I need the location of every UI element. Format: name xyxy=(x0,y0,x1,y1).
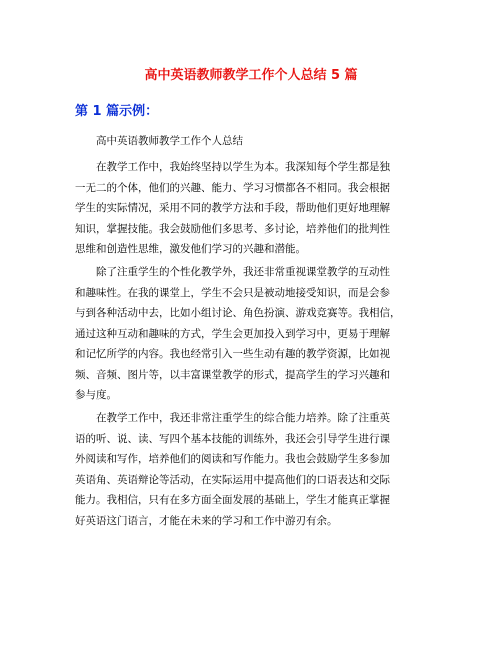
paragraph-line: 好英语这门语言，才能在未来的学习和工作中游刃有余。 xyxy=(75,514,338,527)
paragraph-line: 学生的实际情况，采用不同的教学方法和手段，帮助他们更好地理解 xyxy=(75,202,390,214)
paragraph-3 xyxy=(75,408,435,531)
paragraph-line: 思维和创造性思维，激发他们学习的兴趣和潜能。 xyxy=(75,243,306,255)
paragraph-line: 能力。我相信，只有在多方面全面发展的基础上，学生才能真正掌握 xyxy=(75,494,390,506)
paragraph-line: 除了注重学生的个性化教学外，我还非常重视课堂教学的互动性 xyxy=(96,266,390,278)
paragraph-line: 在教学工作中，我还非常注重学生的综合能力培养。除了注重英 xyxy=(96,412,390,424)
paragraph-line: 在教学工作中，我始终坚持以学生为本。我深知每个学生都是独 xyxy=(96,161,390,173)
paragraph-2 xyxy=(75,262,435,406)
paragraph-line: 通过这种互动和趣味的方式，学生会更加投入到学习中，更易于理解 xyxy=(75,327,390,340)
paragraph-line: 频、音频、图片等，以丰富课堂教学的形式，提高学生的学习兴趣和 xyxy=(75,368,390,381)
document-subtitle xyxy=(75,131,435,152)
paragraph-line: 参与度。 xyxy=(75,389,117,401)
paragraph-line: 和记忆所学的内容。我也经常引入一些生动有趣的教学资源，比如视 xyxy=(75,348,390,360)
section-heading: 第 1 篇示例： xyxy=(75,104,159,119)
paragraph-line: 知识，掌握技能。我会鼓励他们多思考、多讨论，培养他们的批判性 xyxy=(75,222,390,235)
paragraph-line: 外阅读和写作，培养他们的阅读和写作能力。我也会鼓励学生多参加 xyxy=(75,453,390,465)
paragraph-1 xyxy=(75,157,435,260)
paragraph-line: 一无二的个体，他们的兴趣、能力、学习习惯都各不相同。我会根据 xyxy=(75,181,390,194)
paragraph-line: 和趣味性。在我的课堂上，学生不会只是被动地接受知识，而是会参 xyxy=(75,286,390,299)
document-title: 高中英语教师教学工作个人总结 5 篇 xyxy=(144,68,358,83)
paragraph-line: 语的听、说、读、写四个基本技能的训练外，我还会引导学生进行课 xyxy=(75,432,390,445)
paragraph-line: 英语角、英语辩论等活动，在实际运用中提高他们的口语表达和交际 xyxy=(75,473,390,486)
paragraph-line: 与到各种活动中去，比如小组讨论、角色扮演、游戏竞赛等。我相信， xyxy=(75,307,401,319)
subtitle-line: 高中英语教师教学工作个人总结 xyxy=(96,135,243,147)
